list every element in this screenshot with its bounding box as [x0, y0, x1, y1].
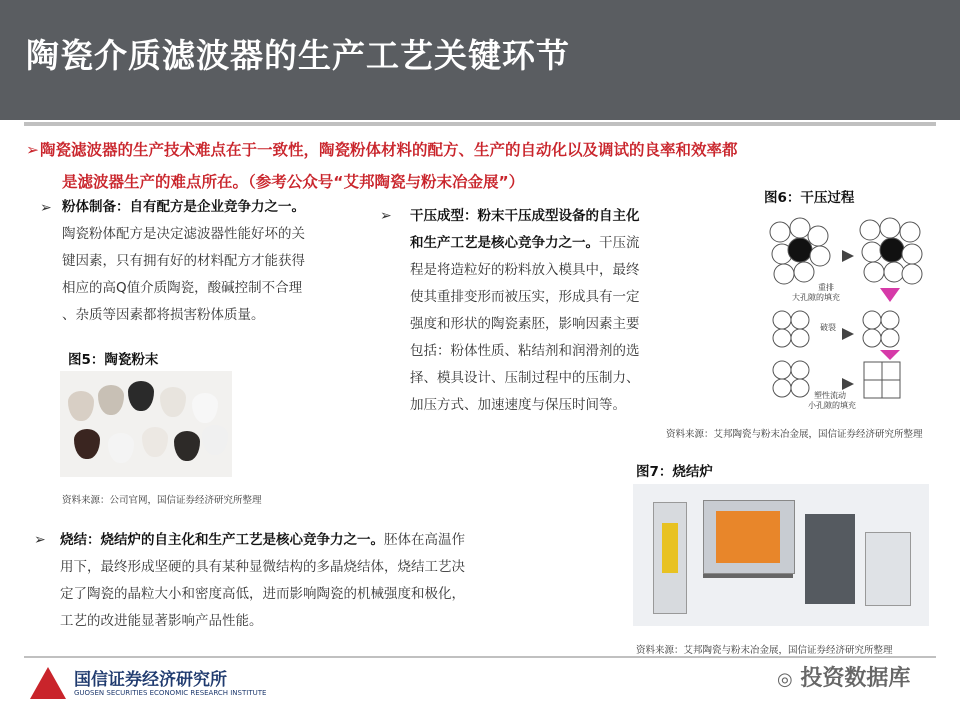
- fig6-source: 资料来源：艾邦陶瓷与粉末冶金展，国信证券经济研究所整理: [666, 429, 923, 440]
- logo-mark-icon: [30, 667, 66, 699]
- powder-line: 相应的高Q值介质陶瓷，酸碱控制不合理: [62, 280, 303, 296]
- press-heading-2: 和生产工艺是核心竞争力之一。: [410, 235, 599, 251]
- furnace-hot-zone: [716, 511, 780, 563]
- furnace-warning-strip: [662, 523, 678, 573]
- powder-cone: [192, 393, 218, 423]
- fig5-source: 资料来源：公司官网，国信证券经济研究所整理: [62, 495, 262, 506]
- sinter-tail: 胚体在高温作: [384, 532, 465, 548]
- watermark-text: [777, 661, 910, 692]
- furnace-stand: [703, 574, 793, 618]
- ceramic-powder-image: [60, 371, 232, 477]
- intro-line-2: 是滤波器生产的难点所在。（参考公众号“艾邦陶瓷与粉末冶金展”）: [62, 173, 525, 191]
- sinter-section: [60, 527, 580, 635]
- powder-heading: 粉体制备：自有配方是企业竞争力之一。: [62, 199, 305, 215]
- powder-cone: [160, 387, 186, 417]
- label-fracture: 破裂: [820, 323, 836, 332]
- furnace-control-cabinet: [865, 532, 911, 606]
- fig5-title: 图5：陶瓷粉末: [68, 352, 159, 368]
- press-line: 强度和形状的陶瓷素胚，影响因素主要: [410, 316, 640, 332]
- arrow-bullet-icon: ➢: [34, 532, 46, 548]
- press-section: [410, 203, 710, 419]
- fig6-title: 图6：干压过程: [764, 190, 855, 206]
- furnace-cabinet-left: [653, 502, 687, 614]
- press-heading: 干压成型：粉末干压成型设备的自主化: [410, 208, 640, 224]
- powder-line: 陶瓷粉体配方是决定滤波器性能好坏的关: [62, 226, 305, 242]
- powder-cone: [174, 431, 200, 461]
- fig7-title: 图7：烧结炉: [636, 464, 713, 480]
- powder-cone: [142, 427, 168, 457]
- press-line: 加压方式、加速速度与保压时间等。: [410, 397, 626, 413]
- intro-line-1: 陶瓷滤波器的生产技术难点在于一致性，陶瓷粉体材料的配方、生产的自动化以及调试的良率和效率都: [40, 141, 738, 159]
- furnace-cabinet-middle: [805, 514, 855, 604]
- powder-cone: [128, 381, 154, 411]
- press-heading-line2: [410, 230, 710, 257]
- logo-text-cn: 国信证券经济研究所: [74, 670, 227, 690]
- sinter-line: 工艺的改进能显著影响产品性能。: [60, 613, 263, 629]
- furnace-chamber: [703, 500, 795, 574]
- powder-cone: [74, 429, 100, 459]
- powder-cone: [108, 433, 134, 463]
- label-plastic-flow: 塑性流动: [814, 391, 846, 400]
- watermark-label: 投资数据库: [800, 666, 911, 691]
- powder-line: 键因素，只有拥有好的材料配方才能获得: [62, 253, 305, 269]
- sinter-first-line: [60, 527, 580, 554]
- dry-press-diagram-svg: [762, 210, 934, 416]
- logo-text-en: GUOSEN SECURITIES ECONOMIC RESEARCH INSTITUTE: [74, 689, 267, 697]
- footer-divider: [24, 656, 936, 658]
- press-line: 程是将造粒好的粉料放入模具中，最终: [410, 262, 640, 278]
- guosen-logo: [30, 663, 267, 705]
- press-tail: 干压流: [599, 235, 640, 251]
- wechat-icon: ◎: [777, 669, 793, 690]
- label-small-pore: 小孔隙的填充: [808, 401, 856, 410]
- label-rearrange: 重排: [818, 283, 834, 292]
- sinter-heading: 烧结：烧结炉的自主化和生产工艺是核心竞争力之一。: [60, 532, 384, 548]
- fig7-source: 资料来源：艾邦陶瓷与粉末冶金展，国信证券经济研究所整理: [636, 645, 893, 656]
- arrow-bullet-icon: ➢: [380, 208, 392, 224]
- title-divider: [24, 122, 936, 126]
- powder-section: [62, 194, 362, 329]
- sintering-furnace-image: [633, 484, 929, 626]
- sinter-line: 用下，最终形成坚硬的具有某种显微结构的多晶烧结体，烧结工艺决: [60, 559, 465, 575]
- dry-press-diagram: [762, 210, 934, 416]
- press-line: 择、模具设计、压制过程中的压制力、: [410, 370, 640, 386]
- press-line: 包括：粉体性质、粘结剂和润滑剂的选: [410, 343, 640, 359]
- page-title: 陶瓷介质滤波器的生产工艺关键环节: [26, 36, 570, 75]
- label-large-pore: 大孔隙的填充: [792, 293, 840, 302]
- powder-cone: [98, 385, 124, 415]
- press-line: 使其重排变形而被压实，形成具有一定: [410, 289, 640, 305]
- powder-line: 、杂质等因素都将损害粉体质量。: [62, 307, 265, 323]
- powder-cone: [68, 391, 94, 421]
- arrow-bullet-icon: ➢: [26, 141, 39, 159]
- powder-cone: [202, 425, 228, 455]
- title-bar: [0, 0, 960, 120]
- arrow-bullet-icon: ➢: [40, 200, 52, 216]
- sinter-line: 定了陶瓷的晶粒大小和密度高低，进而影响陶瓷的机械强度和极化，: [60, 586, 465, 602]
